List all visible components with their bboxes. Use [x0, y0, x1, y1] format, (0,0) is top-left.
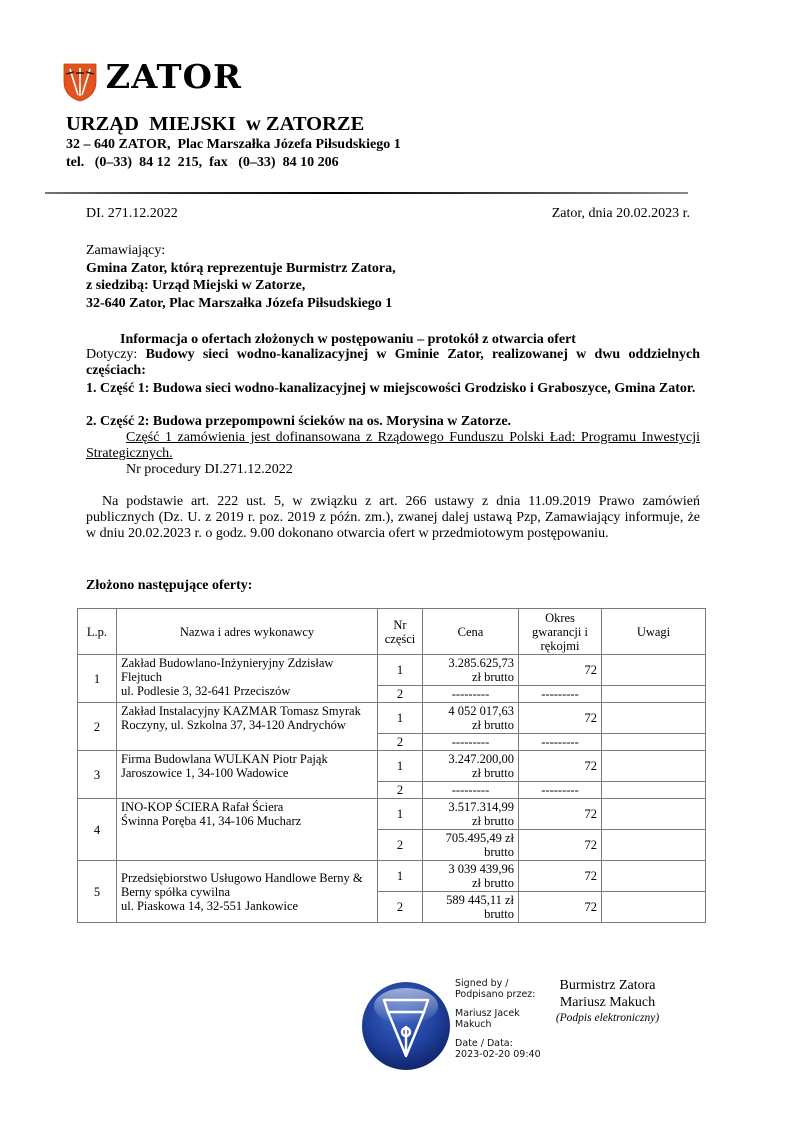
buyer-line-1: Gmina Zator, którą reprezentuje Burmistrz Zatora, [86, 260, 396, 276]
contractor-name: INO-KOP ŚCIERA Rafał Ściera [121, 800, 284, 814]
procedure-number: Nr procedury DI.271.12.2022 [126, 462, 293, 477]
offers-table [77, 608, 706, 923]
contractor-name: Zakład Instalacyjny KAZMAR Tomasz Smyrak [121, 704, 361, 718]
cell-notes [602, 830, 706, 861]
price-amount: 3.247.200,00 [448, 752, 514, 766]
cell-part: 2 [378, 892, 423, 923]
cell-part: 1 [378, 799, 423, 830]
price-amount: 589 445,11 zł [446, 893, 514, 907]
table-row [78, 799, 706, 830]
mayor-name: Mariusz Makuch [559, 995, 656, 1010]
cell-price: --------- [423, 782, 519, 799]
cell-notes [602, 734, 706, 751]
buyer-label: Zamawiający: [86, 243, 166, 258]
reference-number: DI. 271.12.2022 [86, 206, 178, 221]
header-divider [45, 192, 688, 194]
cell-part: 1 [378, 703, 423, 734]
cell-price [423, 655, 519, 686]
opening-statement: Na podstawie art. 222 ust. 5, w związku z art. 266 ustawy z dnia 11.09.2019 Prawo zamówień publicznych (Dz. U. z 2019 r. poz. 2019 z późn. zm.), zwanej dalej ustawą Pzp, Zamawiający informuje, że w dniu 20.02.2023 r. o godz. 9.00 dokonano otwarcia ofert w przedmiotowym postępowaniu. [86, 494, 700, 541]
cell-part: 2 [378, 782, 423, 799]
cell-notes [602, 782, 706, 799]
cell-contractor [117, 655, 378, 703]
price-amount: 4 052 017,63 [448, 704, 514, 718]
price-suffix: brutto [484, 907, 514, 921]
mayor-title: Burmistrz Zatora [559, 978, 656, 993]
cell-lp: 3 [78, 751, 117, 799]
price-suffix: zł brutto [471, 670, 514, 684]
cell-notes [602, 751, 706, 782]
office-name: URZĄD MIEJSKI w ZATORZE [66, 113, 365, 135]
signer-name: Mariusz Jacek [455, 1008, 520, 1019]
concerns-text: Budowy sieci wodno-kanalizacyjnej w Gminie Zator, realizowanej w dwu oddzielnych częściach: [86, 347, 701, 378]
buyer-line-2: z siedzibą: Urząd Miejski w Zatorze, [86, 278, 306, 293]
contractor-name: Firma Budowlana WULKAN Piotr Pająk [121, 752, 328, 766]
price-suffix: zł brutto [471, 718, 514, 732]
header-price: Cena [423, 609, 519, 655]
part-1-description: 1. Część 1: Budowa sieci wodno-kanalizacyjnej w miejscowości Grodzisko i Graboszyce, Gmina Zator. [86, 381, 696, 396]
fountain-pen-nib-icon [360, 980, 452, 1072]
table-row [78, 751, 706, 782]
cell-contractor [117, 799, 378, 861]
cell-notes [602, 686, 706, 703]
cell-notes [602, 703, 706, 734]
signature-date-label: Date / Data: [455, 1038, 513, 1049]
offers-heading: Złożono następujące oferty: [86, 578, 253, 593]
cell-price [423, 892, 519, 923]
contractor-address: Świnna Poręba 41, 34-106 Mucharz [121, 814, 302, 828]
cell-warranty: 72 [519, 751, 602, 782]
cell-price [423, 703, 519, 734]
cell-warranty: 72 [519, 892, 602, 923]
contractor-address: ul. Piaskowa 14, 32-551 Jankowice [121, 898, 299, 913]
price-amount: 3.285.625,73 [448, 656, 514, 670]
cell-part: 1 [378, 655, 423, 686]
price-suffix: zł brutto [471, 876, 514, 890]
cell-warranty: 72 [519, 703, 602, 734]
signature-date-value: 2023-02-20 09:40 [455, 1049, 541, 1060]
logo-wordmark: ZATOR [105, 57, 242, 96]
header-lp: L.p. [78, 609, 117, 655]
concerns-label: Dotyczy: [86, 347, 138, 362]
cell-warranty: 72 [519, 655, 602, 686]
header-name: Nazwa i adres wykonawcy [117, 609, 378, 655]
cell-contractor [117, 751, 378, 799]
cell-price [423, 861, 519, 892]
document-title: Informacja o ofertach złożonych w postępowaniu – protokół z otwarcia ofert [120, 332, 576, 347]
cell-price [423, 830, 519, 861]
office-address: 32 – 640 ZATOR, Plac Marszałka Józefa Piłsudskiego 1 [66, 137, 401, 152]
signer-surname: Makuch [455, 1019, 492, 1030]
cell-price [423, 751, 519, 782]
coat-of-arms-crest-icon [62, 62, 98, 102]
table-row [78, 703, 706, 734]
cell-part: 1 [378, 861, 423, 892]
cell-contractor [117, 861, 378, 923]
cell-part: 2 [378, 734, 423, 751]
header-part: Nr części [378, 609, 423, 655]
cell-warranty: 72 [519, 861, 602, 892]
contractor-address: ul. Podlesie 3, 32-641 Przeciszów [121, 684, 291, 698]
price-amount: 705.495,49 zł [445, 831, 514, 845]
cell-notes [602, 655, 706, 686]
office-phone-fax: tel. (0–33) 84 12 215, fax (0–33) 84 10 206 [66, 155, 339, 170]
electronic-signature-note: (Podpis elektroniczny) [555, 1012, 660, 1024]
cell-price: --------- [423, 686, 519, 703]
contractor-address: Jaroszowice 1, 34-100 Wadowice [121, 766, 289, 780]
table-row [78, 861, 706, 892]
cell-part: 1 [378, 751, 423, 782]
contracting-authority [86, 242, 396, 312]
part-2-description: 2. Część 2: Budowa przepompowni ścieków na os. Morysina w Zatorze. [86, 414, 512, 429]
cell-lp: 2 [78, 703, 117, 751]
cell-warranty: --------- [519, 782, 602, 799]
price-suffix: zł brutto [471, 766, 514, 780]
buyer-line-3: 32-640 Zator, Plac Marszałka Józefa Piłsudskiego 1 [86, 295, 393, 311]
header-warranty: Okres gwarancji i rękojmi [519, 609, 602, 655]
cell-part: 2 [378, 686, 423, 703]
cell-contractor [117, 703, 378, 751]
table-header-row [78, 609, 706, 655]
cell-lp: 5 [78, 861, 117, 923]
header-notes: Uwagi [602, 609, 706, 655]
cell-notes [602, 799, 706, 830]
cell-price: --------- [423, 734, 519, 751]
cell-notes [602, 861, 706, 892]
contractor-name: Przedsiębiorstwo Usługowo Handlowe Berny & Berny spółka cywilna [121, 870, 363, 899]
cell-notes [602, 892, 706, 923]
table-row [78, 655, 706, 686]
place-and-date: Zator, dnia 20.02.2023 r. [551, 206, 690, 221]
digital-signature-info [455, 978, 541, 1060]
cell-warranty: --------- [519, 686, 602, 703]
contractor-name: Zakład Budowlano-Inżynieryjny Zdzisław Flejtuch [121, 656, 334, 684]
contractor-address: Roczyny, ul. Szkolna 37, 34-120 Andrychów [121, 718, 346, 732]
price-amount: 3.517.314,99 [448, 800, 514, 814]
cell-price [423, 799, 519, 830]
cell-warranty: 72 [519, 799, 602, 830]
signed-by-label-pl: Podpisano przez: [455, 989, 536, 1000]
cell-lp: 1 [78, 655, 117, 703]
signed-by-label: Signed by / [455, 978, 509, 989]
cell-warranty: 72 [519, 830, 602, 861]
price-suffix: brutto [484, 845, 514, 859]
funding-note: Część 1 zamówienia jest dofinansowana z Rządowego Funduszu Polski Ład: Programu Inwestycji Strategicznych. [86, 430, 700, 461]
mayor-signature-block [545, 977, 670, 1025]
cell-lp: 4 [78, 799, 117, 861]
cell-part: 2 [378, 830, 423, 861]
cell-warranty: --------- [519, 734, 602, 751]
price-amount: 3 039 439,96 [448, 862, 514, 876]
price-suffix: zł brutto [471, 814, 514, 828]
concerns-paragraph [86, 347, 700, 379]
